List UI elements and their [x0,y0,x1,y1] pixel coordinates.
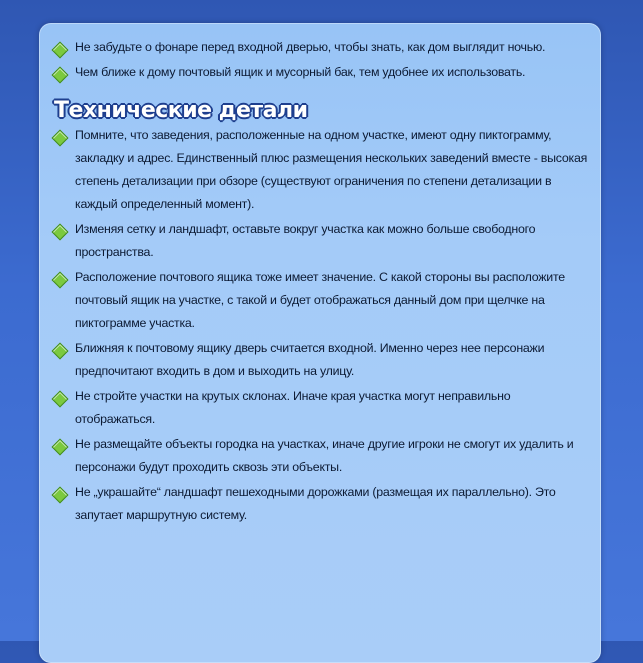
green-diamond-icon [52,391,69,408]
bullet-text: Ближняя к почтовому ящику дверь считается входной. Именно через нее персонажи предпочитают входить в дом и выходить на улицу. [75,341,545,378]
bullet-text: Изменяя сетку и ландшафт, оставьте вокруг участка как можно больше свободного пространства. [75,222,536,259]
green-diamond-icon [52,42,69,59]
bullet-text: Помните, что заведения, расположенные на одном участке, имеют одну пиктограмму, закладку и адрес. Единственный плюс размещения нескольких заведений вместе - высокая степень детализации при обзоре (существуют ограничения по степени детализации в каждый определенный момент). [75,128,588,211]
technical-bullet-item [52,341,592,383]
green-diamond-icon [52,439,69,456]
green-diamond-icon [52,487,69,504]
bullet-text: Не стройте участки на крутых склонах. Иначе края участка могут неправильно отображаться. [75,389,511,426]
green-diamond-icon [52,67,69,84]
bullet-text: Не размещайте объекты городка на участках, иначе другие игроки не смогут их удалить и персонажи будут проходить сквозь эти объекты. [75,437,574,474]
bullet-text: Чем ближе к дому почтовый ящик и мусорный бак, тем удобнее их использовать. [75,65,526,79]
section-heading: Технические детали [54,98,308,123]
green-diamond-icon [52,224,69,241]
technical-bullet-item [52,437,592,479]
green-diamond-icon [52,343,69,360]
green-diamond-icon [52,272,69,289]
content-area [52,40,592,533]
technical-bullet-item [52,128,592,216]
intro-bullet-item [52,65,592,84]
bullet-text: Не забудьте о фонаре перед входной дверью, чтобы знать, как дом выглядит ночью. [75,40,546,54]
technical-bullet-item [52,389,592,431]
green-diamond-icon [52,130,69,147]
technical-bullet-item [52,485,592,527]
bullet-text: Расположение почтового ящика тоже имеет значение. С какой стороны вы расположите почтовый ящик на участке, с такой и будет отображаться данный дом при щелчке на пиктограмме участка. [75,270,565,330]
technical-bullet-item [52,222,592,264]
intro-bullet-item [52,40,592,59]
bullet-text: Не „украшайте“ ландшафт пешеходными дорожками (размещая их параллельно). Это запутает маршрутную систему. [75,485,556,522]
technical-bullet-item [52,270,592,335]
